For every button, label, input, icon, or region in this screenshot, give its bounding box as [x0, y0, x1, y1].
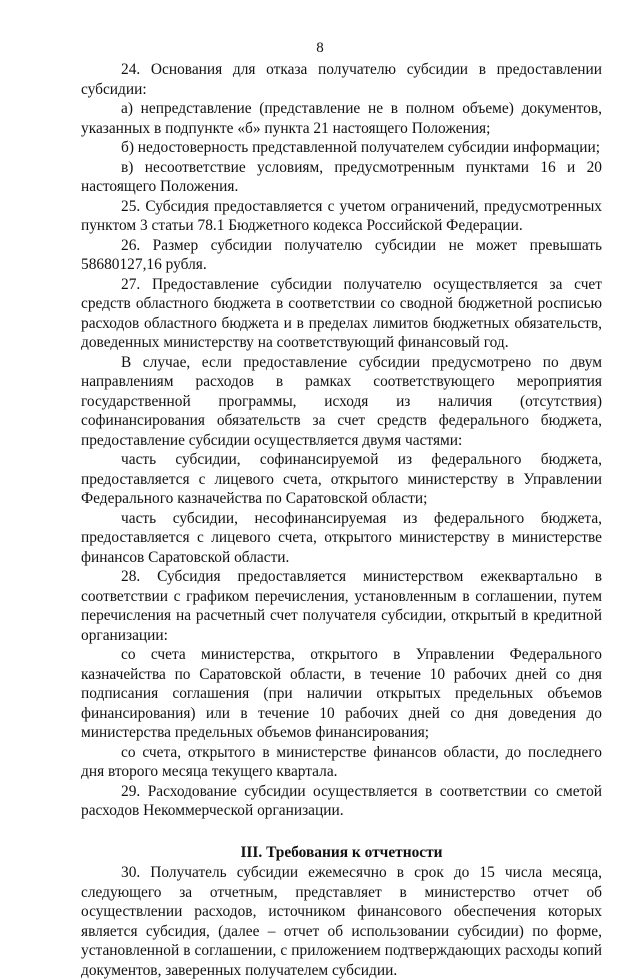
paragraph-30: 30. Получатель субсидии ежемесячно в срок до 15 числа месяца, следующего за отчетным, представляет в министерство отчет об осуществлении расходов, источником финансового обеспечения которых является субсидия, (далее – отчет об использовании субсидии) по форме, установленной в соглашении, с приложением подтверждающих расходы копий документов, заверенных получателем субсидии. — [81, 864, 602, 979]
paragraph-26: 26. Размер субсидии получателю субсидии не может превышать 58680127,16 рубля. — [81, 236, 602, 273]
paragraph-27-case: В случае, если предоставление субсидии предусмотрено по двум направлениям расходов в рамках соответствующего мероприятия государственной программы, исходя из наличия (отсутствия) софинансирования обязательств за счет средств федерального бюджета, предоставление субсидии осуществляется двумя частями: — [81, 353, 602, 449]
paragraph-29: 29. Расходование субсидии осуществляется в соответствии со сметой расходов Некоммерческой организации. — [81, 782, 602, 819]
page-number: 8 — [316, 40, 324, 56]
paragraph-27: 27. Предоставление субсидии получателю осуществляется за счет средств областного бюджета в соответствии со сводной бюджетной росписью расходов областного бюджета и в пределах лимитов бюджетных обязательств, доведенных министерству на соответствующий финансовый год. — [81, 275, 602, 351]
paragraph-28: 28. Субсидия предоставляется министерством ежеквартально в соответствии с графиком перечисления, установленным в соглашении, путем перечисления на расчетный счет получателя субсидии, открытый в кредитной организации: — [81, 568, 602, 644]
paragraph-25: 25. Субсидия предоставляется с учетом ограничений, предусмотренных пунктом 3 статьи 78.1 Бюджетного кодекса Российской Федерации. — [81, 197, 602, 234]
paragraph-24-a: а) непредставление (представление не в полном объеме) документов, указанных в подпункте «б» пункта 21 настоящего Положения; — [81, 100, 602, 137]
paragraph-24-v: в) несоответствие условиям, предусмотренным пунктами 16 и 20 настоящего Положения. — [81, 158, 602, 195]
paragraph-27-part-federal: часть субсидии, софинансируемой из федерального бюджета, предоставляется с лицевого счета, открытого министерству в Управлении Федерального казначейства по Саратовской области; — [81, 451, 602, 507]
paragraph-24: 24. Основания для отказа получателю субсидии в предоставлении субсидии: — [81, 61, 602, 98]
paragraph-28-treasury-account: со счета министерства, открытого в Управлении Федерального казначейства по Саратовской области, в течение 10 рабочих дней со дня подписания соглашения (при наличии открытых предельных объемов финансирования) или в течение 10 рабочих дней со дня доведения до министерства предельных объемов финансирования; — [81, 646, 602, 741]
paragraph-28-finance-account: со счета, открытого в министерстве финансов области, до последнего дня второго месяца текущего квартала. — [81, 743, 602, 780]
section-heading: III. Требования к отчетности — [240, 843, 443, 861]
document-body — [81, 60, 602, 980]
paragraph-27-part-regional: часть субсидии, несофинансируемая из федерального бюджета, предоставляется с лицевого счета, открытого министерству в министерстве финансов Саратовской области. — [81, 509, 602, 566]
paragraph-24-b: б) недостоверность представленной получателем субсидии информации; — [121, 139, 601, 156]
